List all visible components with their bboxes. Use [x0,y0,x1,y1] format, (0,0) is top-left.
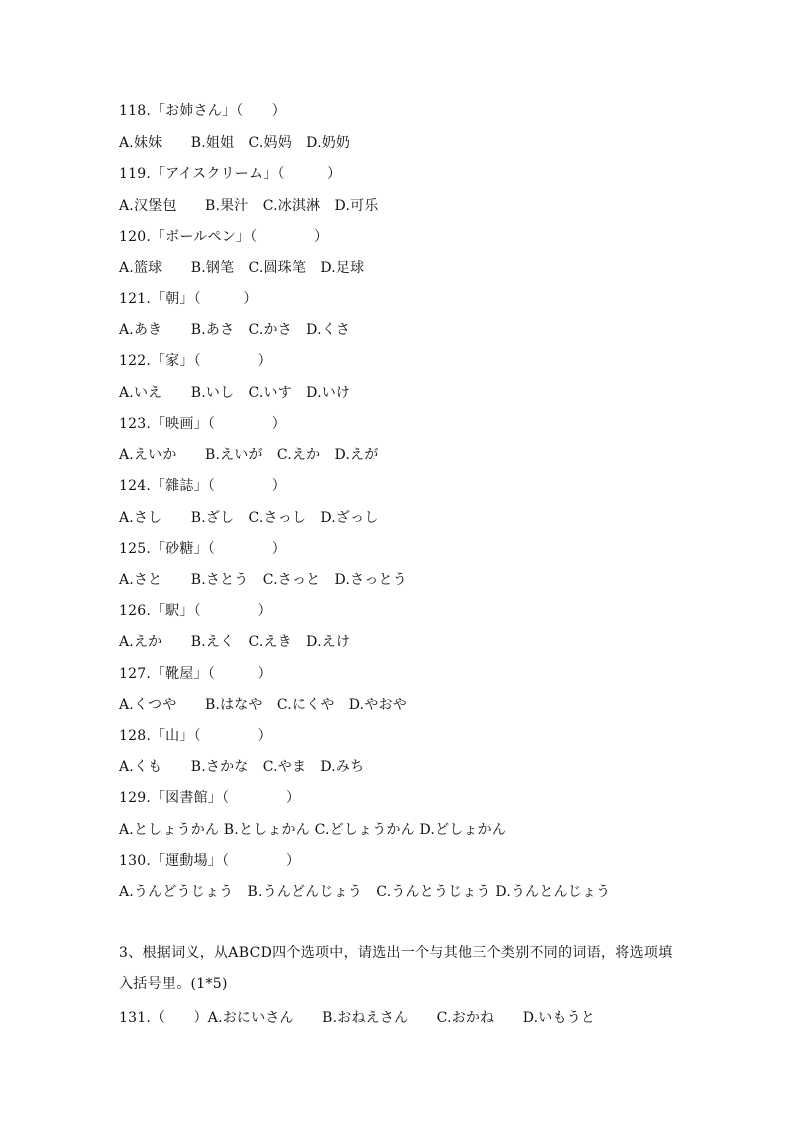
question-123: 123.「映画」（ ） [119,416,286,432]
options-130: A.うんどうじょう B.うんどんじょう C.うんとうじょう D.うんとんじょう [119,884,611,900]
options-119: A.汉堡包 B.果汁 C.冰淇淋 D.可乐 [119,198,379,214]
options-127: A.くつや B.はなや C.にくや D.やおや [119,697,407,713]
question-128: 128.「山」（ ） [119,728,272,744]
question-121: 121.「朝」（ ） [119,291,258,307]
options-129: A.としょうかん B.としょかん C.どしょうかん D.どしょかん [119,822,507,838]
options-118: A.妹妹 B.姐姐 C.妈妈 D.奶奶 [119,135,351,151]
options-124: A.さし B.ざし C.さっし D.ざっし [119,510,379,526]
options-125: A.さと B.さとう C.さっと D.さっとう [119,572,407,588]
section-3-instruction: 3、根据词义，从ABCD四个选项中，请选出一个与其他三个类别不同的词语，将选项填入括号里。(1*5) [119,945,673,992]
question-127: 127.「靴屋」（ ） [119,666,272,682]
question-122: 122.「家」（ ） [119,353,272,369]
options-123: A.えいか B.えいが C.えか D.えが [119,447,379,463]
question-126: 126.「駅」（ ） [119,603,272,619]
question-124: 124.「雜誌」（ ） [119,478,286,494]
options-126: A.えか B.えく C.えき D.えけ [119,634,351,650]
question-125: 125.「砂糖」（ ） [119,541,286,557]
question-118: 118.「お姉さん」（ ） [119,103,286,119]
question-130: 130.「運動場」（ ） [119,853,301,869]
options-128: A.くも B.さかな C.やま D.みち [119,759,365,775]
question-120: 120.「ボールペン」（ ） [119,229,329,245]
question-131: 131.（ ）A.おにいさん B.おねえさん C.おかね D.いもうと [119,1010,596,1026]
question-129: 129.「図書館」（ ） [119,790,301,806]
options-120: A.篮球 B.钢笔 C.圆珠笔 D.足球 [119,260,365,276]
options-122: A.いえ B.いし C.いす D.いけ [119,385,351,401]
question-119: 119.「アイスクリーム」（ ） [119,166,342,182]
options-121: A.あき B.あさ C.かさ D.くさ [119,322,351,338]
